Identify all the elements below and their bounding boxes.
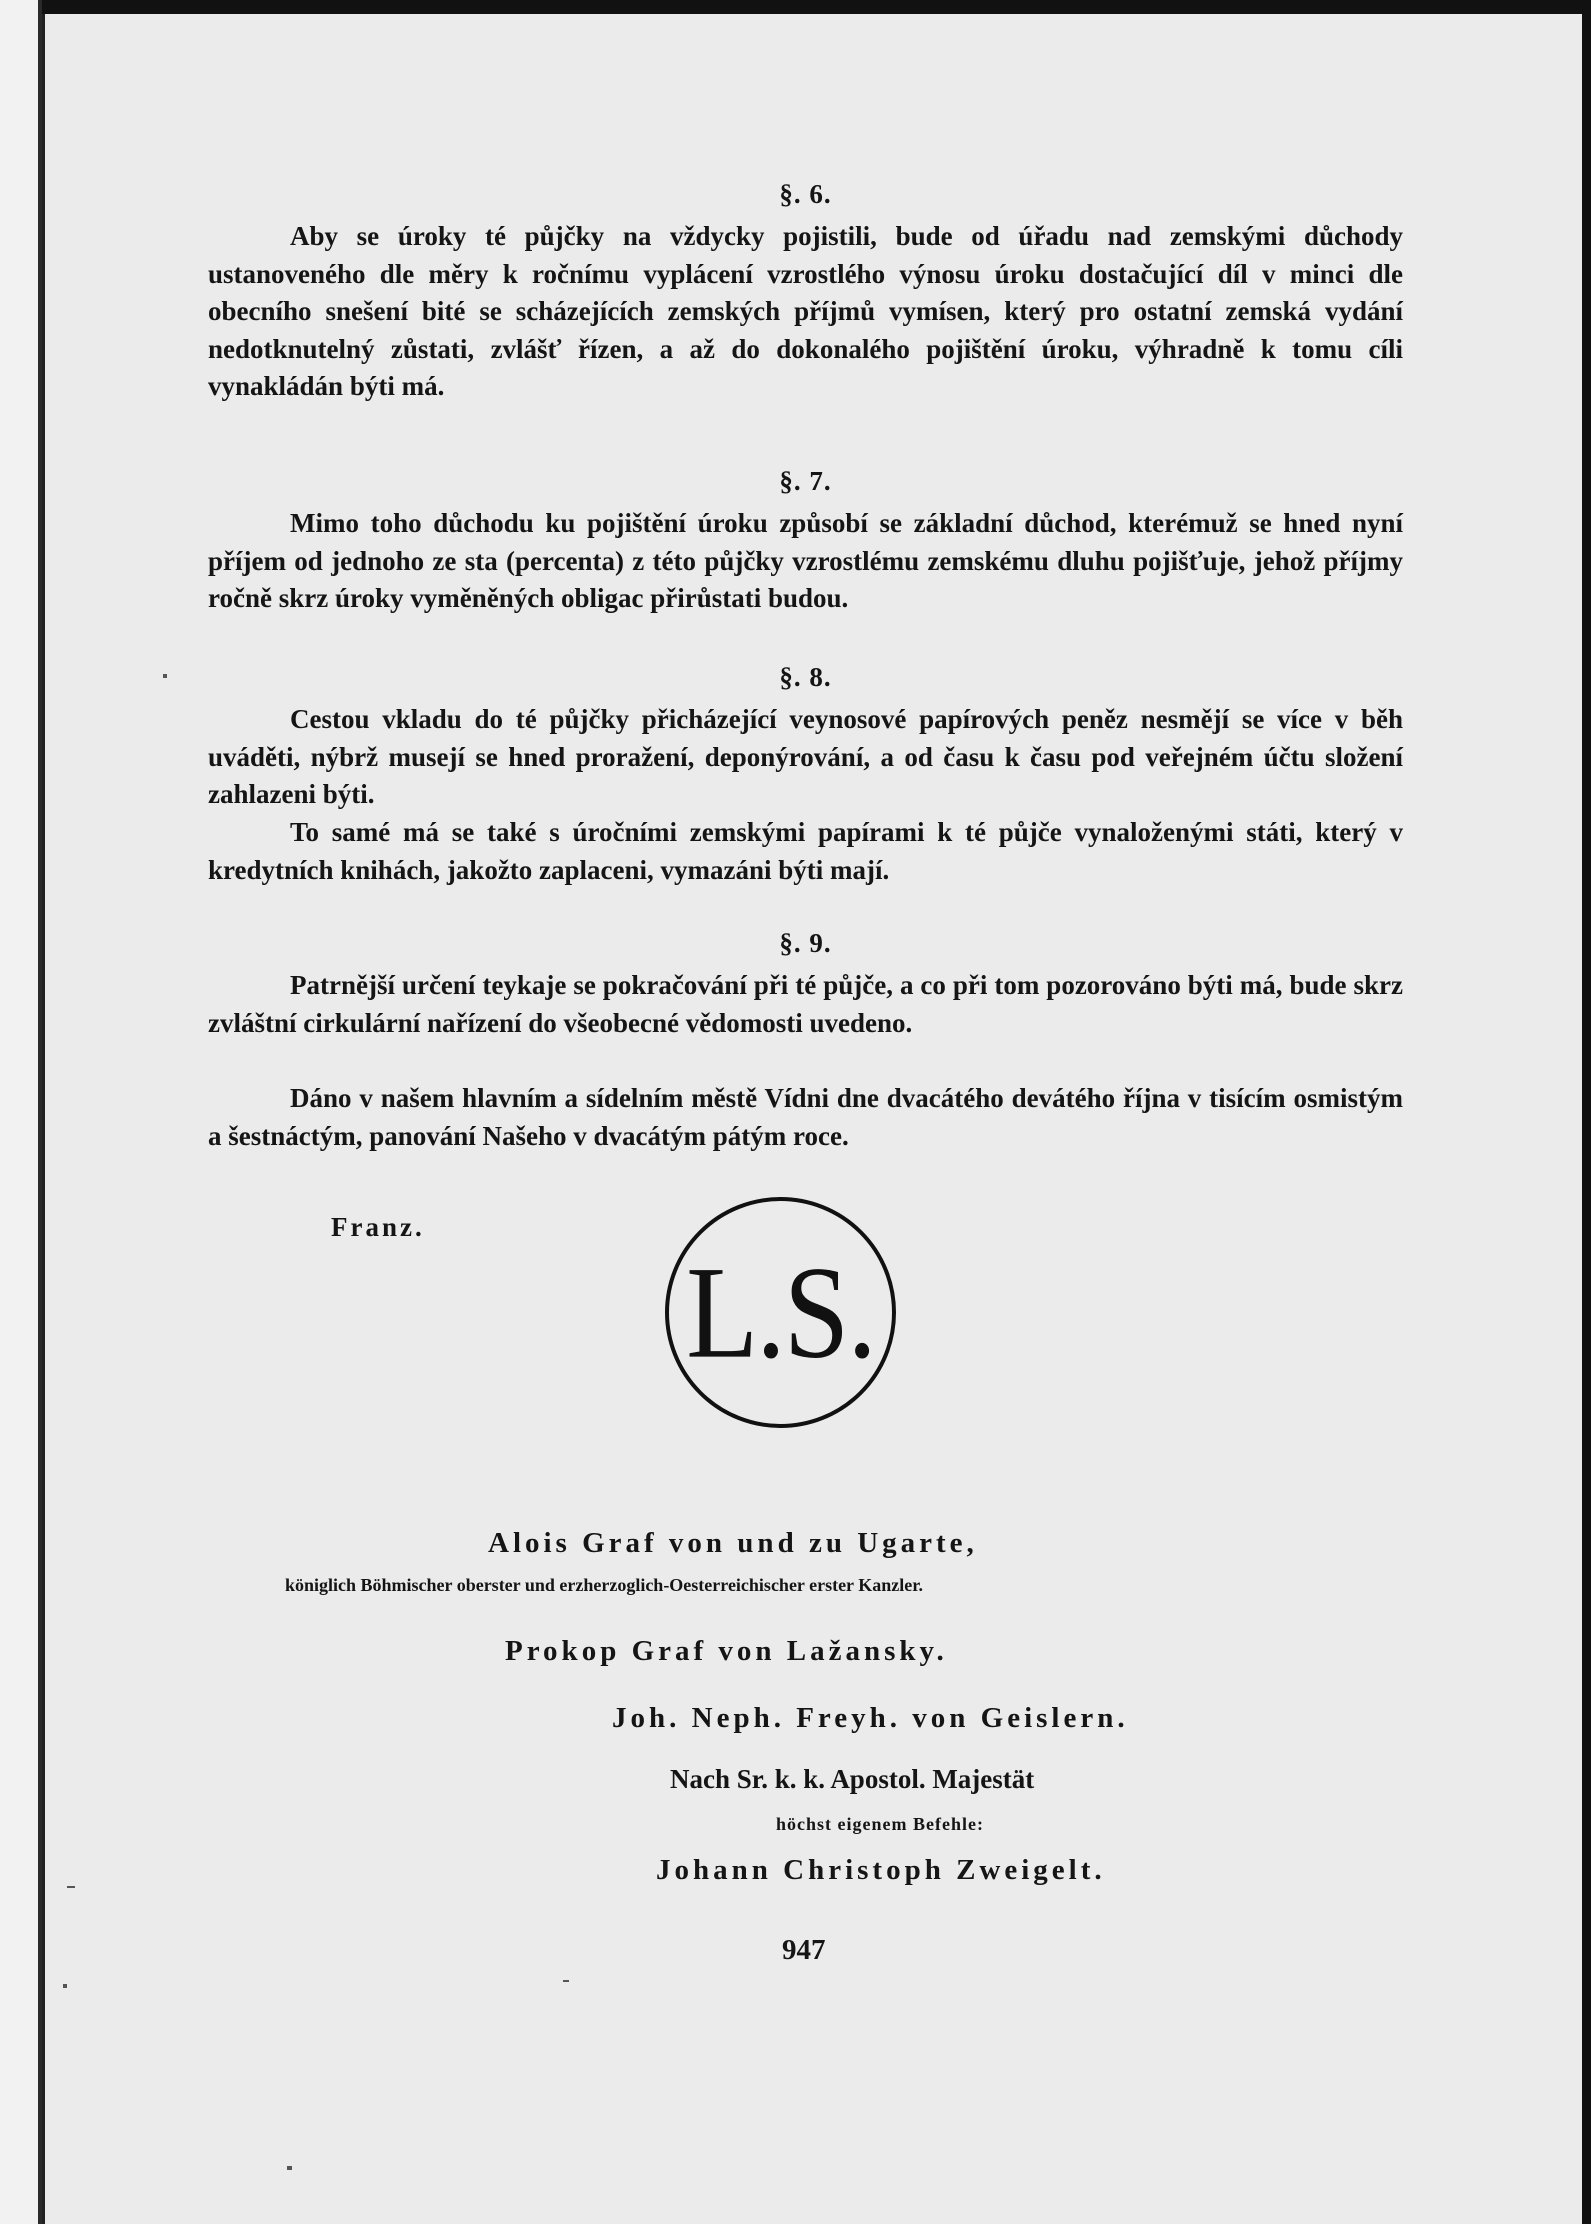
section-9-paragraph-2: Dáno v našem hlavním a sídelním městě Vídni dne dvacátého devátého října v tisícím osmistým a šestnáctým, panování Našeho v dvacátým pátým roce. xyxy=(208,1083,1403,1151)
command-line-2: höchst eigenem Befehle: xyxy=(776,1814,984,1834)
signatory-ugarte-name: Alois Graf von und zu Ugarte, xyxy=(488,1527,978,1559)
page-left-edge xyxy=(0,0,42,2224)
section-heading-9: §. 9. xyxy=(779,928,832,958)
section-9-paragraph-1: Patrnější určení teykaje se pokračování při té půjče, a co při tom pozorováno býti má, bude skrz zvláštní cirkulární nařízení do všeobecné vědomosti uvedeno. xyxy=(208,970,1403,1038)
monarch-signature: Franz. xyxy=(331,1212,425,1242)
section-7-paragraph: Mimo toho důchodu ku pojištění úroku způsobí se základní důchod, kterémuž se hned nyní příjem od jednoho ze sta (percenta) z této půjčky vzrostlému zemskému dluhu pojišťuje, jehož příjmy ročně skrz úroky vyměněných obligac přirůstati budou. xyxy=(208,508,1403,613)
signatory-geislern: Joh. Neph. Freyh. von Geislern. xyxy=(612,1702,1129,1734)
scan-speck xyxy=(287,2166,292,2170)
scan-top-border xyxy=(42,0,1591,14)
signatory-zweigelt: Johann Christoph Zweigelt. xyxy=(656,1854,1106,1886)
section-8-paragraph-1: Cestou vkladu do té půjčky přicházející veynosové papírových peněz nesmějí se více v běh uváděti, nýbrž musejí se hned proražení, deponýrování, a od času k času pod veřejném účtu složení zahlazeni býti. xyxy=(208,704,1403,809)
signatory-ugarte-title: königlich Böhmischer oberster und erzherzoglich-Oesterreichischer erster Kanzler. xyxy=(285,1575,924,1595)
section-heading-8: §. 8. xyxy=(779,662,832,692)
scan-speck xyxy=(67,1886,75,1888)
document-page xyxy=(42,14,1582,2224)
scan-speck xyxy=(563,1980,569,1982)
page-number: 947 xyxy=(782,1934,826,1966)
section-6-paragraph: Aby se úroky té půjčky na vždycky pojistili, bude od úřadu nad zemskými důchody ustanoveného dle měry k ročnímu vyplácení vzrostlého výnosu úroku dostačující díl v minci dle obecního snešení bité se scházejících zemských příjmů vymísen, který pro ostatní zemská vydání nedotknutelný zůstati, zvlášť řízen, a až do dokonalého pojištění úroku, výhradně k tomu cíli vynakládán býti má. xyxy=(208,221,1403,401)
section-heading-7: §. 7. xyxy=(779,466,832,496)
seal-circle xyxy=(665,1197,896,1428)
scan-speck xyxy=(63,1984,67,1988)
section-8-paragraph-2: To samé má se také s úročními zemskými papírami k té půjče vynaloženými státi, který v kredytních knihách, jakožto zaplaceni, vymazáni býti mají. xyxy=(208,817,1403,885)
scan-speck xyxy=(163,674,167,678)
seal-text: L.S. xyxy=(686,1238,875,1386)
command-line-1: Nach Sr. k. k. Apostol. Majestät xyxy=(670,1764,1035,1794)
signatory-lazansky: Prokop Graf von Lažansky. xyxy=(505,1635,948,1667)
section-heading-6: §. 6. xyxy=(779,179,832,209)
